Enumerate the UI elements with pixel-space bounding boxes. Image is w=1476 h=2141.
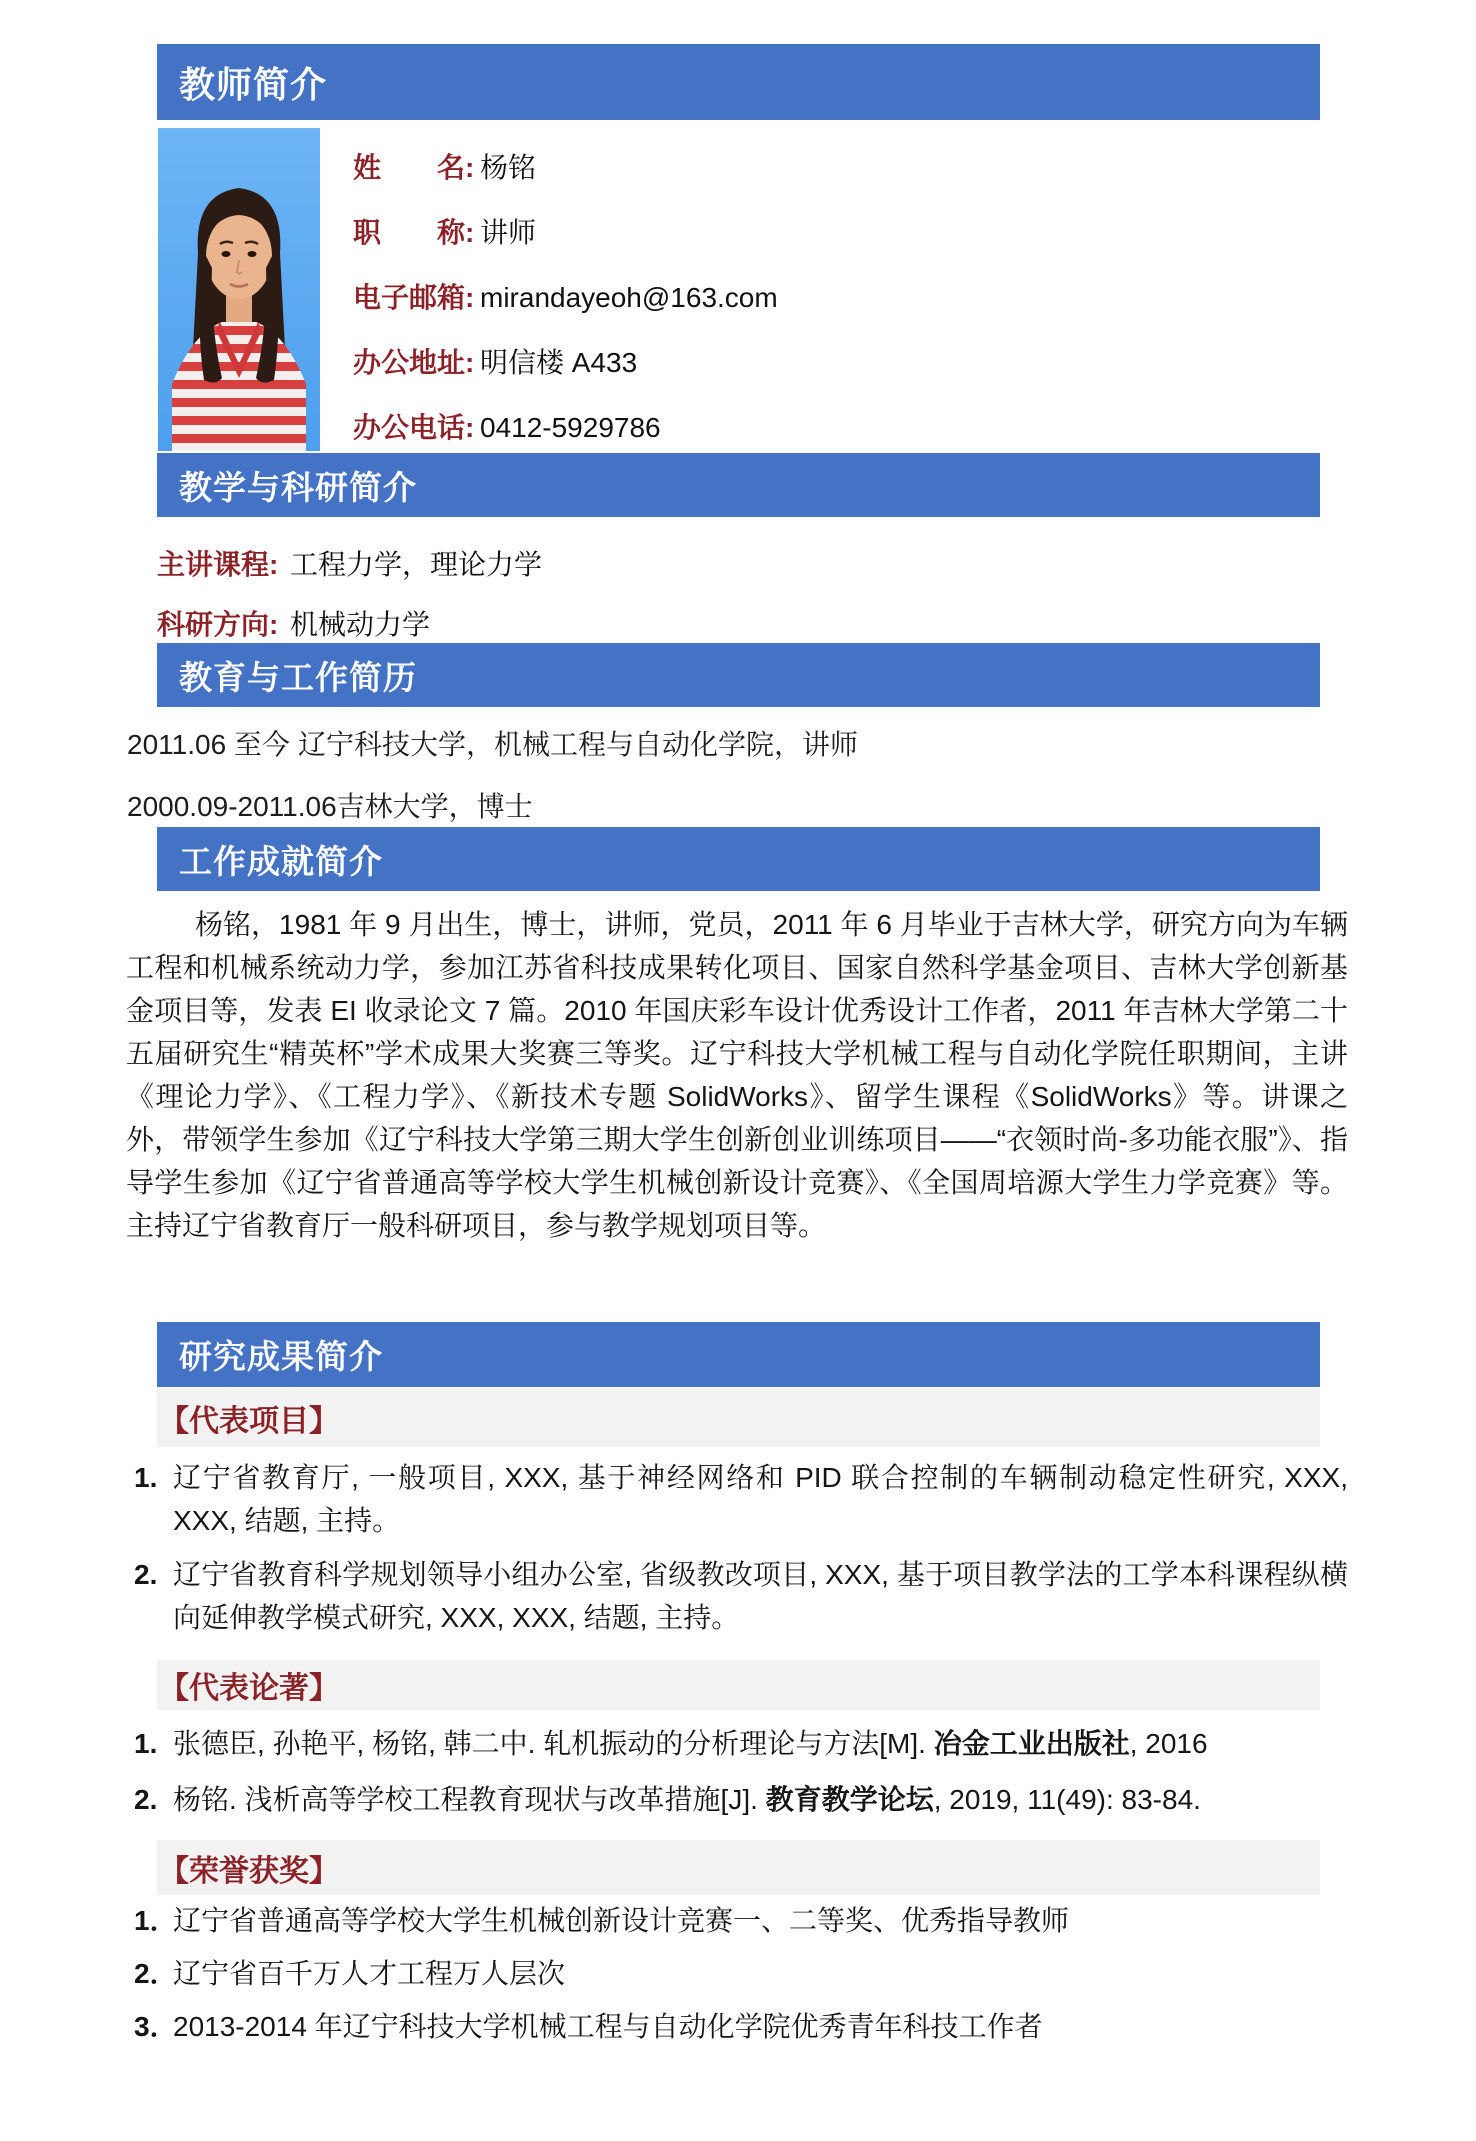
profile-photo — [158, 128, 320, 451]
projects-list — [126, 1456, 1348, 1650]
profile-fields — [353, 146, 1183, 471]
field-label: 办公地址: — [353, 347, 475, 378]
career-period: 2011.06 至今 — [127, 729, 290, 760]
section-band-work-achievements — [157, 827, 1320, 891]
field-label: 主讲课程: — [157, 549, 279, 580]
section-title: 教育与工作简历 — [179, 658, 417, 696]
career-period: 2000.09-2011.06 — [127, 791, 337, 822]
section-title: 教师简介 — [179, 63, 328, 105]
item-number: 1. — [134, 1728, 158, 1759]
list-item — [126, 1553, 1348, 1639]
field-value: mirandayeoh@163.com — [480, 282, 778, 313]
list-item — [126, 1456, 1348, 1542]
list-item — [126, 2007, 1348, 2047]
section-title: 教学与科研简介 — [179, 468, 417, 506]
career-detail: 吉林大学，博士 — [336, 791, 533, 822]
field-label: 姓 名: — [353, 152, 475, 183]
item-number: 2. — [134, 1559, 158, 1590]
publications-list — [126, 1722, 1348, 1834]
field-value: 0412-5929786 — [480, 412, 661, 443]
subheading-text: 【荣誉获奖】 — [159, 1854, 339, 1888]
career-row — [127, 723, 1277, 785]
field-row — [353, 341, 1183, 406]
item-text: 杨铭. 浅析高等学校工程教育现状与改革措施[J]. 教育教学论坛, 2019, 11(49): 83-84. — [173, 1784, 1201, 1815]
item-number: 1． — [134, 1905, 178, 1936]
item-text: 张德臣, 孙艳平, 杨铭, 韩二中. 轧机振动的分析理论与方法[M]. 冶金工业出版社, 2016 — [173, 1728, 1208, 1759]
subheading-honors-awards — [157, 1840, 1320, 1895]
list-item — [126, 1722, 1348, 1765]
subheading-representative-projects — [157, 1388, 1320, 1447]
field-row — [157, 543, 1207, 603]
section-band-teacher-intro — [157, 44, 1320, 120]
field-value: 明信楼 A433 — [480, 347, 638, 378]
field-label: 办公电话: — [353, 412, 475, 443]
item-text: 辽宁省教育厅, 一般项目, XXX, 基于神经网络和 PID 联合控制的车辆制动稳定性研究, XXX, XXX, 结题, 主持。 — [173, 1462, 1348, 1536]
field-row — [353, 276, 1183, 341]
item-number: 2． — [134, 1958, 178, 1989]
section-title: 工作成就简介 — [179, 842, 383, 880]
list-item — [126, 1901, 1348, 1941]
section-band-teaching-research — [157, 453, 1320, 517]
field-value: 讲师 — [480, 217, 537, 248]
item-number: 3． — [134, 2011, 178, 2042]
section-title: 研究成果简介 — [179, 1338, 383, 1375]
subheading-representative-publications — [157, 1660, 1320, 1710]
awards-list — [126, 1901, 1348, 2060]
field-row — [353, 146, 1183, 211]
field-value: 杨铭 — [480, 152, 537, 183]
item-number: 2. — [134, 1784, 158, 1815]
subheading-text: 【代表论著】 — [159, 1672, 339, 1705]
section-band-education-career — [157, 643, 1320, 707]
portrait-photo-graphic — [158, 128, 320, 451]
item-text: 辽宁省教育科学规划领导小组办公室, 省级教改项目, XXX, 基于项目教学法的工学本科课程纵横向延伸教学模式研究, XXX, XXX, 结题, 主持。 — [173, 1559, 1348, 1633]
field-label: 电子邮箱: — [353, 282, 475, 313]
item-text: 辽宁省百千万人才工程万人层次 — [173, 1958, 566, 1989]
field-label: 职 称: — [353, 217, 475, 248]
list-item — [126, 1954, 1348, 1994]
career-detail: 辽宁科技大学，机械工程与自动化学院，讲师 — [298, 729, 859, 760]
item-text: 辽宁省普通高等学校大学生机械创新设计竞赛一、二等奖、优秀指导教师 — [173, 1905, 1070, 1936]
field-value: 机械动力学 — [290, 609, 431, 640]
achievements-paragraph: 杨铭，1981 年 9 月出生，博士，讲师，党员，2011 年 6 月毕业于吉林大学，研究方向为车辆工程和机械系统动力学，参加江苏省科技成果转化项目、国家自然科学基金项目、吉林大学创新基金项目等，发表 EI 收录论文 7 篇。2010 年国庆彩车设计优秀设计工作者，2011 年吉林大学第二十五届研究生“精英杯”学术成果大奖赛三等奖。辽宁科技大学机械工程与自动化学院任职期间，主讲《理论力学》、《工程力学》、《新技术专题 SolidWorks》、留学生课程《SolidWorks》等。讲课之外，带领学生参加《辽宁科技大学第三期大学生创新创业训练项目——“衣领时尚-多功能衣服”》、指导学生参加《辽宁省普通高等学校大学生机械创新设计竞赛》、《全国周培源大学生力学竞赛》等。主持辽宁省教育厅一般科研项目，参与教学规划项目等。 — [126, 909, 1348, 1241]
list-item — [126, 1778, 1348, 1821]
section-band-research-results — [157, 1322, 1320, 1387]
subheading-text: 【代表项目】 — [159, 1404, 339, 1438]
item-text: 2013-2014 年辽宁科技大学机械工程与自动化学院优秀青年科技工作者 — [173, 2011, 1043, 2042]
field-value: 工程力学，理论力学 — [290, 549, 543, 580]
item-number: 1. — [134, 1462, 158, 1493]
field-row — [353, 211, 1183, 276]
field-label: 科研方向: — [157, 609, 279, 640]
